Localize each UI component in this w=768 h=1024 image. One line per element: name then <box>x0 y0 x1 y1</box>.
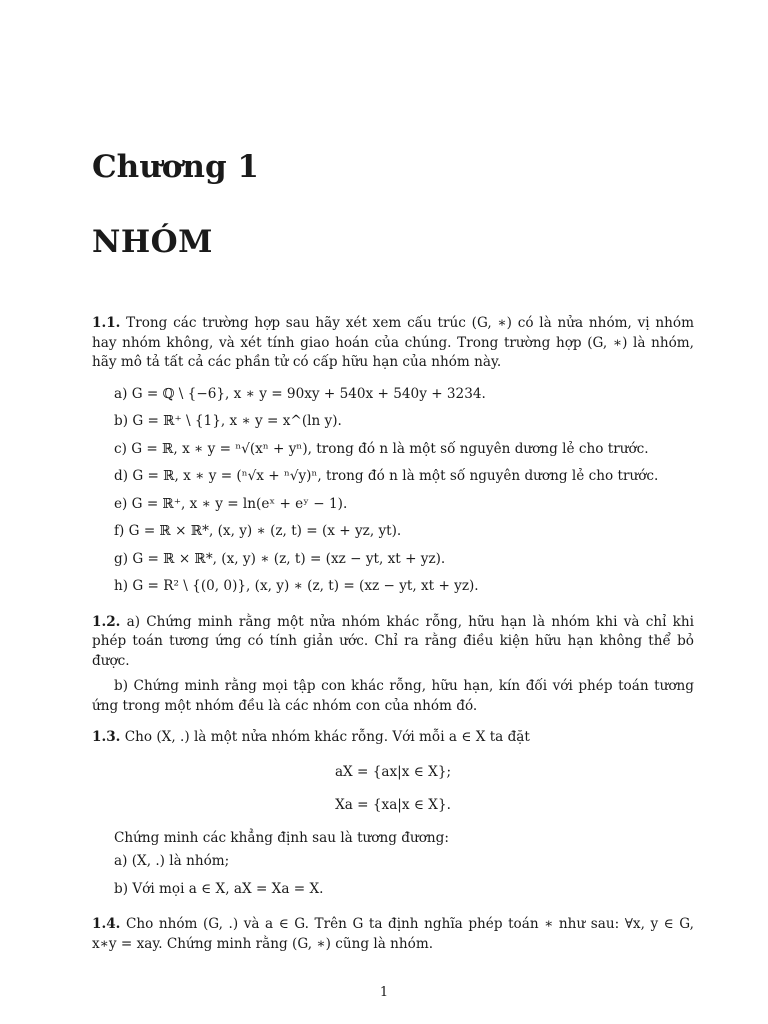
exercise-part-b: b) Chứng minh rằng mọi tập con khác rỗng, hữu hạn, kín đối với phép toán tương ứng trong một nhóm đều là các nhóm con của nhóm đó. <box>92 678 694 714</box>
exercise-item: f) G = ℝ × ℝ*, (x, y) ∗ (z, t) = (x + yz, yt). <box>114 523 402 539</box>
chapter-title: NHÓM <box>92 224 213 260</box>
exercise-text: Cho (X, .) là một nửa nhóm khác rỗng. Với mỗi a ∈ X ta đặt <box>124 729 530 745</box>
exercise-text: Trong các trường hợp sau hãy xét xem cấu trúc (G, ∗) có là nửa nhóm, vị nhóm hay nhóm không, và xét tính giao hoán của chúng. Trong trường hợp (G, ∗) là nhóm, hãy mô tả tất cả các phần tử có cấp hữu hạn của nhóm này. <box>92 315 694 370</box>
exercise-number: 1.2. <box>92 613 121 630</box>
exercise-intro: Chứng minh các khẳng định sau là tương đương: <box>114 829 449 846</box>
exercise-item: d) G = ℝ, x ∗ y = (ⁿ√x + ⁿ√y)ⁿ, trong đó n là một số nguyên dương lẻ cho trước. <box>114 468 659 484</box>
exercise-item: b) Với mọi a ∈ X, aX = Xa = X. <box>114 880 324 897</box>
page-number: 1 <box>379 985 389 1000</box>
content <box>92 314 694 954</box>
exercise-item: e) G = ℝ⁺, x ∗ y = ln(eˣ + eʸ − 1). <box>114 495 348 512</box>
exercise-item: c) G = ℝ, x ∗ y = ⁿ√(xⁿ + yⁿ), trong đó n là một số nguyên dương lẻ cho trước. <box>114 440 649 457</box>
page <box>92 0 694 1024</box>
exercise-1-3 <box>92 728 694 748</box>
exercise-1-2 <box>92 613 694 672</box>
display-equation: aX = {ax|x ∈ X}; <box>334 763 452 780</box>
exercise-1-1 <box>92 314 694 373</box>
exercise-item: g) G = ℝ × ℝ*, (x, y) ∗ (z, t) = (xz − yt, xt + yz). <box>114 550 446 567</box>
exercise-text: a) Chứng minh rằng một nửa nhóm khác rỗng, hữu hạn là nhóm khi và chỉ khi phép toán tương ứng có tính giản ước. Chỉ ra rằng điều kiện hữu hạn không thể bỏ được. <box>92 613 694 669</box>
exercise-1-4 <box>92 915 694 954</box>
chapter-heading: Chương 1 <box>92 149 260 185</box>
exercise-item: a) (X, .) là nhóm; <box>114 853 230 869</box>
exercise-item: a) G = ℚ \ {−6}, x ∗ y = 90xy + 540x + 540y + 3234. <box>114 385 486 402</box>
exercise-text: Cho nhóm (G, .) và a ∈ G. Trên G ta định nghĩa phép toán ∗ như sau: ∀x, y ∈ G, x∗y = xay. Chứng minh rằng (G, ∗) cũng là nhóm. <box>92 916 694 952</box>
exercise-item: b) G = ℝ⁺ \ {1}, x ∗ y = x^(ln y). <box>114 413 342 429</box>
exercise-number: 1.1. <box>92 315 121 331</box>
exercise-number: 1.4. <box>92 916 121 932</box>
display-equation: Xa = {xa|x ∈ X}. <box>335 797 451 813</box>
exercise-item: h) G = R² \ {(0, 0)}, (x, y) ∗ (z, t) = (xz − yt, xt + yz). <box>114 578 479 594</box>
exercise-number: 1.3. <box>92 729 121 745</box>
